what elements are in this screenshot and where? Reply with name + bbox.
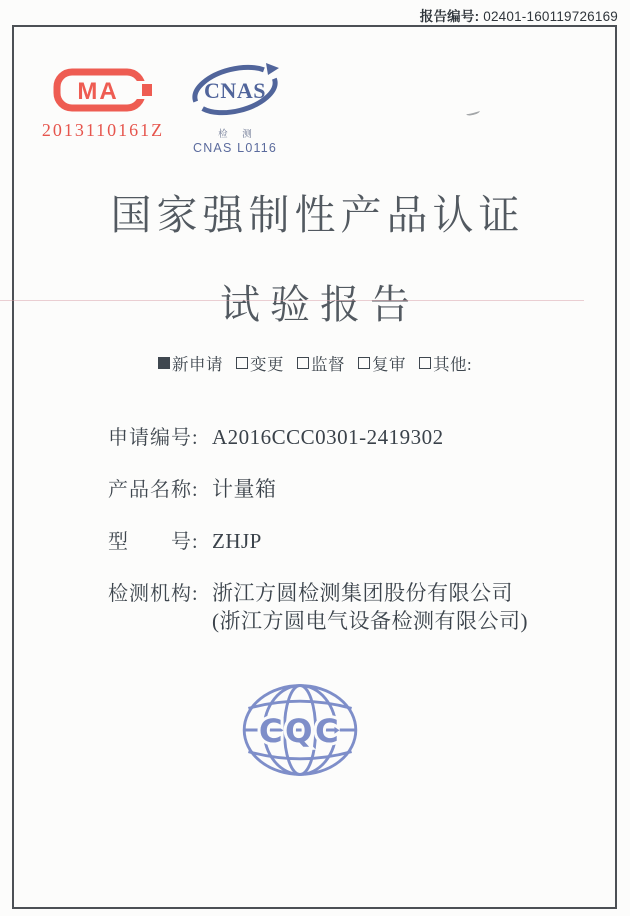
report-number-value: 02401-160119726169 xyxy=(483,9,618,24)
cma-letters: MA xyxy=(77,78,119,105)
field-value xyxy=(212,580,528,635)
option-label: 变更 xyxy=(249,355,284,374)
cnas-accreditation-mark xyxy=(189,60,281,155)
report-number-label: 报告编号: xyxy=(419,9,480,24)
cnas-letters: CNAS xyxy=(204,78,266,103)
option-new-application xyxy=(158,351,223,375)
option-label: 其他: xyxy=(432,355,473,374)
option-supervision xyxy=(297,351,345,375)
option-label: 复审 xyxy=(371,355,406,374)
field-value: ZHJP xyxy=(212,529,262,553)
test-agency-alt-name: (浙江方圆电气设备检测有限公司) xyxy=(212,609,528,633)
field-label: 检测机构: xyxy=(108,583,199,605)
field-test-agency xyxy=(108,580,528,635)
option-other xyxy=(419,351,472,375)
scan-artifact-line xyxy=(0,300,584,301)
cnas-caption: 检 测 xyxy=(218,129,258,140)
field-label: 产品名称: xyxy=(108,479,199,501)
checkbox-checked-icon xyxy=(158,357,170,369)
cnas-lab-number: CNAS L0116 xyxy=(192,141,278,155)
checkbox-unchecked-icon xyxy=(236,357,248,369)
field-value: 计量箱 xyxy=(212,477,277,501)
document-subtitle: 试验报告 xyxy=(220,282,420,327)
option-label: 新申请 xyxy=(171,355,223,374)
cma-logo-icon xyxy=(53,68,153,112)
field-value: A2016CCC0301-2419302 xyxy=(212,425,444,449)
field-label: 申请编号: xyxy=(108,427,199,449)
cqc-globe-icon xyxy=(240,682,360,778)
field-model xyxy=(108,528,528,556)
checkbox-unchecked-icon xyxy=(419,357,431,369)
application-type-row xyxy=(0,351,630,375)
field-product-name xyxy=(108,476,528,504)
cqc-letters: CQC xyxy=(258,712,342,750)
report-number-line xyxy=(420,5,618,25)
field-application-number xyxy=(108,424,528,452)
option-label: 监督 xyxy=(310,355,345,374)
test-agency-name: 浙江方圆检测集团股份有限公司 xyxy=(212,581,513,605)
cma-cert-number: 2013110161Z xyxy=(41,120,165,140)
document-title: 国家强制性产品认证 xyxy=(110,192,525,238)
checkbox-unchecked-icon xyxy=(297,357,309,369)
field-label: 型 号: xyxy=(108,531,199,553)
cqc-mark xyxy=(240,682,360,783)
report-fields xyxy=(108,424,528,635)
option-review xyxy=(358,351,406,375)
checkbox-unchecked-icon xyxy=(358,357,370,369)
cma-accreditation-mark xyxy=(38,68,168,141)
option-change xyxy=(236,351,284,375)
cnas-logo-icon xyxy=(190,60,280,120)
